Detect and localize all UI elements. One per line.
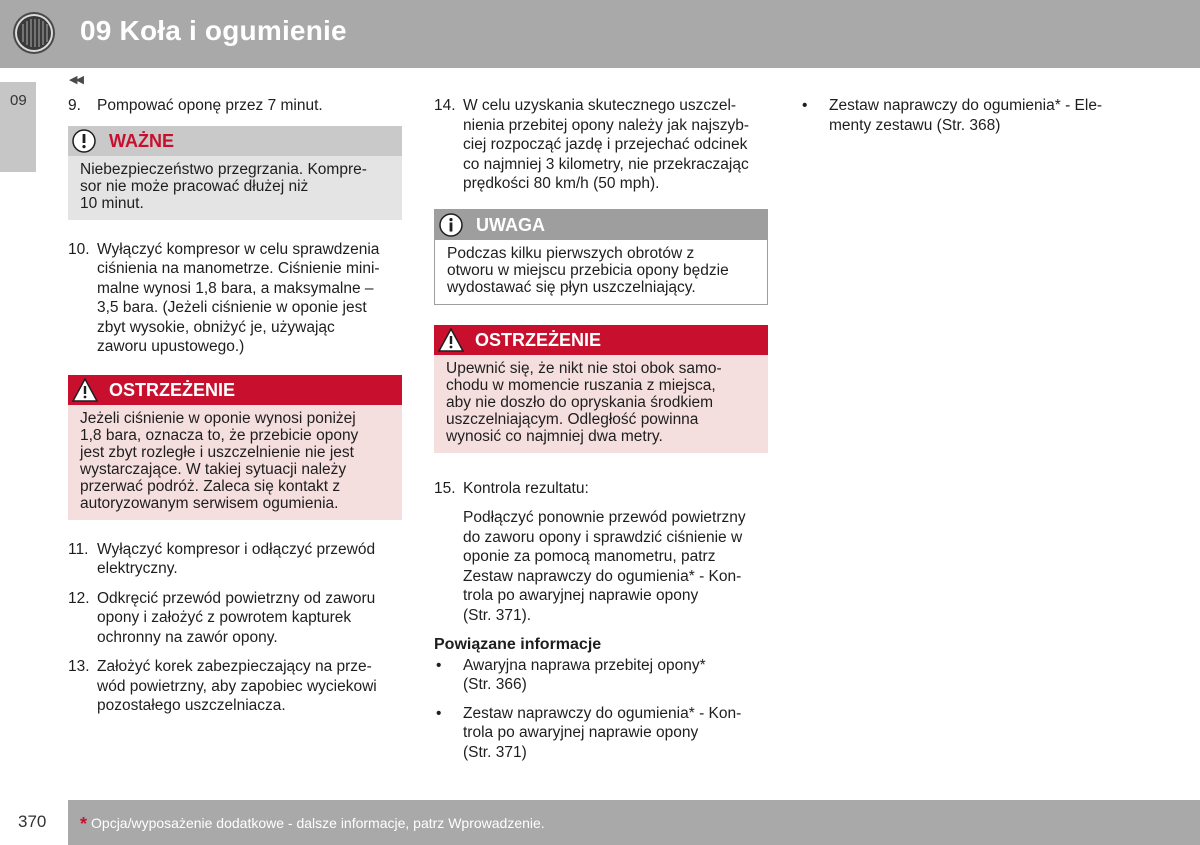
related-link-line[interactable]: (Str. 371) xyxy=(463,743,527,761)
bullet-icon: • xyxy=(802,97,808,114)
step-line: elektryczny. xyxy=(97,560,178,577)
box-line: uszczelniającym. Odległość powinna xyxy=(446,410,699,428)
step-12 xyxy=(68,589,402,648)
step-text: Pompować oponę przez 7 minut. xyxy=(97,97,323,114)
warning-box xyxy=(68,375,402,520)
box-line: 10 minut. xyxy=(80,194,144,212)
step-line: Wyłączyć kompresor w celu sprawdzenia xyxy=(97,240,380,258)
info-icon xyxy=(439,213,463,237)
step-number: 9. xyxy=(68,97,81,114)
step-number: 11. xyxy=(68,540,89,558)
related-link-line[interactable]: trola po awaryjnej naprawie opony xyxy=(463,724,699,741)
box-line: aby nie doszło do opryskania środkiem xyxy=(446,393,714,411)
warning-box-title: OSTRZEŻENIE xyxy=(475,329,602,350)
box-line: przerwać podróż. Zaleca się kontakt z xyxy=(80,477,341,495)
step-13 xyxy=(68,657,402,716)
link-zestaw-kontrola[interactable]: trola po awaryjnej naprawie opony xyxy=(463,587,699,604)
step-line: Wyłączyć kompresor i odłączyć przewód xyxy=(97,540,376,558)
warning-box-title: OSTRZEŻENIE xyxy=(109,379,236,400)
box-line: otworu w miejscu przebicia opony będzie xyxy=(447,261,729,279)
step-11 xyxy=(68,540,402,579)
step-10 xyxy=(68,240,402,357)
box-line: wydostawać się płyn uszczelniający. xyxy=(447,278,696,296)
exclamation-icon xyxy=(72,129,96,153)
step-line: pozostałego uszczelniacza. xyxy=(97,697,286,714)
related-link-line[interactable]: Awaryjna naprawa przebitej opony* xyxy=(463,656,706,674)
note-box-title: UWAGA xyxy=(476,214,545,235)
back-arrows-icon[interactable]: ◀◀ xyxy=(69,74,82,86)
column-2 xyxy=(434,96,768,771)
chapter-header xyxy=(0,0,1200,68)
box-line: wystarczające. W takiej sytuacji należy xyxy=(80,460,347,478)
warning-triangle-icon xyxy=(72,378,98,402)
warning-box-body xyxy=(68,405,402,520)
box-line: autoryzowanym serwisem ogumienia. xyxy=(80,494,339,512)
box-line: chodu w momencie ruszania z miejsca, xyxy=(446,376,716,394)
step-line: nienia przebitej opony należy jak najszyb- xyxy=(463,116,750,134)
important-box-title: WAŻNE xyxy=(109,130,174,151)
box-line: jest zbyt rozległe i uszczelnienie nie jest xyxy=(80,443,354,461)
step-line: Odkręcić przewód powietrzny od zaworu xyxy=(97,589,376,607)
footer-bar xyxy=(68,800,1200,845)
box-line: Podczas kilku pierwszych obrotów z xyxy=(447,244,695,262)
page-number: 370 xyxy=(18,812,47,831)
step-number: 10. xyxy=(68,240,90,258)
related-link-line[interactable]: (Str. 366) xyxy=(463,676,527,693)
box-line: sor nie może pracować dłużej niż xyxy=(80,177,309,195)
step-line: ciśnienia na manometrze. Ciśnienie mini- xyxy=(97,260,380,277)
box-line: Niebezpieczeństwo przegrzania. Kompre- xyxy=(80,160,367,178)
step-line: ochronny na zawór opony. xyxy=(97,628,278,646)
footer-note xyxy=(80,814,545,835)
step-line: zaworu upustowego.) xyxy=(97,338,245,355)
step-line: wód powietrzny, aby zapobiec wyciekowi xyxy=(97,677,377,695)
related-info-heading: Powiązane informacje xyxy=(434,636,602,653)
box-line: 1,8 bara, oznacza to, że przebicie opony xyxy=(80,426,359,444)
link-zestaw-kontrola[interactable]: Zestaw naprawczy do ogumienia* - Kon- xyxy=(463,567,742,585)
important-box-body xyxy=(68,156,402,220)
column-1 xyxy=(68,96,402,726)
related-link-item[interactable] xyxy=(434,704,768,763)
step-line: opony i założyć z powrotem kapturek xyxy=(97,609,352,626)
step-line: W celu uzyskania skutecznego uszczel- xyxy=(463,97,737,114)
step-text: Kontrola rezultatu: xyxy=(463,479,589,497)
warning-triangle-icon xyxy=(438,328,464,352)
related-link-line[interactable]: menty zestawu (Str. 368) xyxy=(829,116,1001,134)
step-9 xyxy=(68,96,402,116)
warning-box xyxy=(434,325,768,453)
step-line: prędkości 80 km/h (50 mph). xyxy=(463,175,660,192)
step-15 xyxy=(434,479,768,499)
note-box-body xyxy=(435,240,767,304)
tire-icon xyxy=(11,10,57,56)
related-link-item[interactable] xyxy=(800,96,1130,135)
step-line: do zaworu opony i sprawdzić ciśnienie w xyxy=(463,528,743,546)
warning-box-header xyxy=(68,375,402,405)
related-link-item[interactable] xyxy=(434,656,768,695)
column-3 xyxy=(800,96,1130,144)
step-line: Podłączyć ponownie przewód powietrzny xyxy=(463,509,746,526)
step-number: 13. xyxy=(68,658,90,675)
step-14 xyxy=(434,96,768,194)
box-line: Upewnić się, że nikt nie stoi obok samo- xyxy=(446,359,722,377)
warning-box-header xyxy=(434,325,768,355)
warning-box-body xyxy=(434,355,768,453)
step-15-body xyxy=(434,508,768,625)
bullet-icon: • xyxy=(436,704,442,722)
related-link-line[interactable]: Zestaw naprawczy do ogumienia* - Ele- xyxy=(829,97,1103,114)
note-box-header xyxy=(435,210,767,240)
step-number: 15. xyxy=(434,479,456,497)
related-link-line[interactable]: Zestaw naprawczy do ogumienia* - Kon- xyxy=(463,704,742,722)
step-number: 12. xyxy=(68,589,90,607)
step-line: malne wynosi 1,8 bara, a maksymalne – xyxy=(97,279,374,297)
footer-note-text: Opcja/wyposażenie dodatkowe - dalsze informacje, patrz Wprowadzenie. xyxy=(91,815,545,831)
box-line: wynosić co najmniej dwa metry. xyxy=(446,427,663,445)
footer-star: * xyxy=(80,814,88,834)
step-number: 14. xyxy=(434,97,456,114)
note-box xyxy=(434,209,768,305)
step-line: Założyć korek zabezpieczający na prze- xyxy=(97,658,372,675)
chapter-title: 09 Koła i ogumienie xyxy=(80,15,347,46)
step-line: co najmniej 3 kilometry, nie przekraczając xyxy=(463,155,749,173)
step-line: zbyt wysokie, obniżyć je, używając xyxy=(97,318,335,336)
page-reference-link[interactable]: (Str. 371). xyxy=(463,606,532,624)
bullet-icon: • xyxy=(436,656,442,674)
chapter-icon-box xyxy=(0,0,68,68)
step-line: ciej rozpocząć jazdę i przejechać odcinek xyxy=(463,136,748,153)
important-box xyxy=(68,126,402,220)
step-line: oponie za pomocą manometru, patrz xyxy=(463,548,716,565)
step-line: 3,5 bara. (Jeżeli ciśnienie w oponie jest xyxy=(97,299,367,316)
chapter-side-tab-label: 09 xyxy=(10,92,27,109)
important-box-header xyxy=(68,126,402,156)
box-line: Jeżeli ciśnienie w oponie wynosi poniżej xyxy=(80,409,356,427)
